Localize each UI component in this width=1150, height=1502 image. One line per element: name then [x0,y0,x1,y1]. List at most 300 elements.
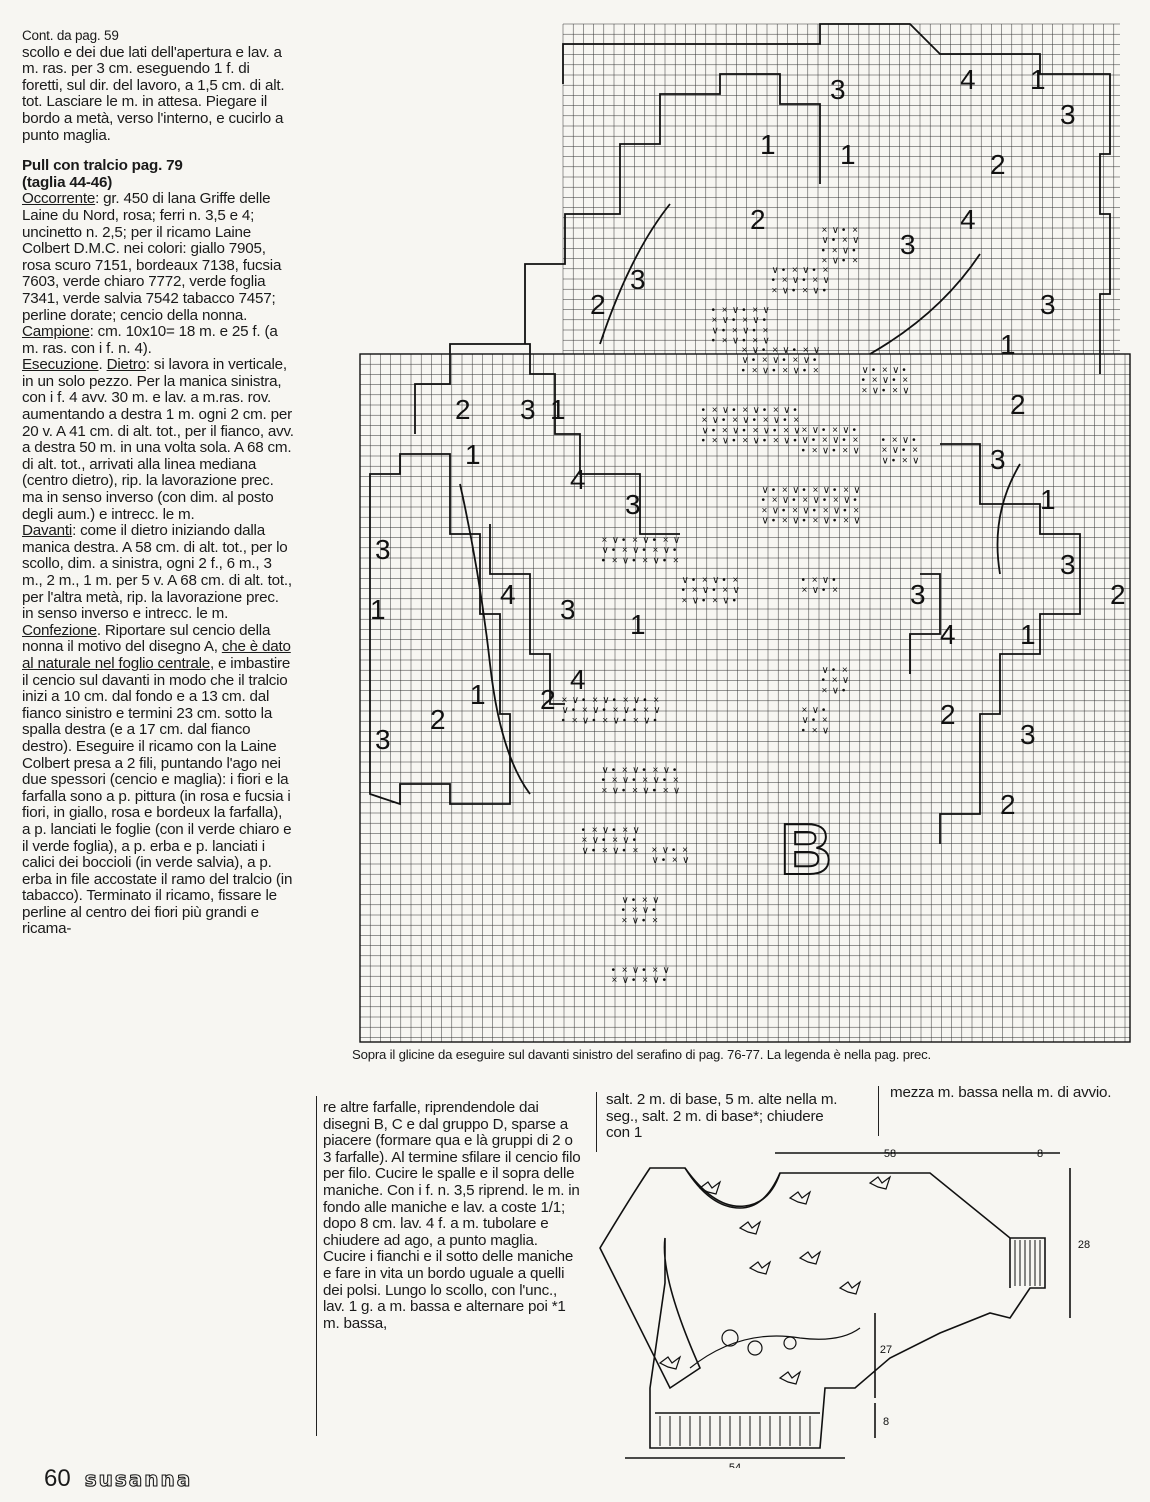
stitch-symbol: ∨ [652,775,660,787]
stitch-symbol: • [751,355,756,367]
stitch-symbol: ∨ [652,895,660,906]
stitch-symbol: • [721,415,726,427]
stitch-symbol: • [901,445,906,457]
stitch-symbol: × [901,455,908,467]
stitch-symbol: × [772,345,778,356]
motif-outline-stem [460,484,530,794]
page-footer [44,1466,192,1492]
stitch-symbol: • [821,705,826,716]
stitch-symbol: × [751,365,758,377]
stitch-symbol: ∨ [783,435,791,447]
stitch-symbol: • [601,555,606,567]
stitch-symbol: ∨ [801,435,809,447]
stitch-symbol: • [652,905,656,917]
stitch-symbol: ∨ [901,435,910,446]
flower-motif-1 [722,1330,738,1346]
stitch-symbol: • [811,435,816,447]
stitch-symbol: × [783,425,789,437]
stitch-symbol: ∨ [662,965,670,976]
stitch-symbol: • [642,545,646,557]
zone-label: 2 [590,289,606,320]
stitch-symbol: • [672,545,677,557]
stitch-symbol: • [561,715,566,727]
stitch-symbol: • [772,365,776,377]
stitch-symbol: ∨ [643,715,651,727]
stitch-symbol: × [861,385,868,397]
stitch-symbol: • [711,305,716,316]
stitch-symbol: • [652,785,657,797]
stitch-symbol: • [643,695,647,706]
zone-label: 4 [500,579,516,610]
stitch-symbol: • [821,585,826,597]
zone-label: 2 [455,394,471,425]
stitch-symbol: × [792,505,798,517]
stitch-symbol: ∨ [612,845,620,857]
stitch-symbol: ∨ [811,425,820,436]
stitch-symbol: • [641,915,646,927]
stitch-symbol: × [821,435,828,447]
stitch-symbol: × [781,515,788,527]
dim-bottom-label: 54 [728,1462,742,1468]
stitch-symbol: × [792,355,799,367]
stitch-symbol: • [591,845,596,857]
stitch-symbol: • [821,675,826,687]
stitch-symbol: ∨ [711,325,719,337]
stitch-symbol: × [652,915,658,927]
cuff-ribbing-lines [1015,1240,1040,1286]
stitch-symbol: × [712,595,718,607]
stitch-symbol: • [632,555,636,567]
stitch-symbol: • [812,355,817,367]
stitch-symbol: ∨ [752,435,760,447]
stitch-symbol: ∨ [781,495,790,507]
zone-label: 3 [375,724,391,755]
stitch-symbol: × [852,435,859,447]
stitch-symbol: × [762,325,769,337]
zone-label: 1 [470,679,486,710]
stitch-symbol: • [732,595,737,607]
stitch-symbol: ∨ [831,225,840,236]
stitch-symbol: ∨ [691,595,700,607]
sweater-body-outline [600,1168,1045,1448]
stitch-symbol: × [841,235,848,247]
stitch-symbol: • [902,365,906,376]
stitch-symbol: ∨ [821,445,830,457]
stitch-symbol: • [831,235,836,247]
stitch-symbol: ∨ [591,835,600,847]
stitch-symbol: ∨ [592,705,600,717]
stitch-symbol: ∨ [821,235,829,247]
stitch-symbol: • [621,785,626,797]
stitch-symbol: • [752,325,756,337]
stitch-symbol: ∨ [831,255,840,267]
stitch-symbol: ∨ [731,305,740,316]
stitch-symbol: ∨ [632,545,640,557]
chart-letter: B [780,810,832,890]
stitch-symbol: • [742,335,746,347]
stitch-symbol: • [722,575,726,586]
stitch-symbol: • [801,725,806,737]
confezione-underlined: che è dato al naturale nel foglio centrale [22,638,291,672]
stitch-symbol: • [712,585,716,597]
stitch-symbol: × [771,285,778,297]
continued-note: Cont. da pag. 59 [22,28,119,43]
zone-label: 1 [840,139,856,170]
stitch-symbol: ∨ [622,705,631,717]
dim-body-label: 27 [879,1344,893,1356]
stitch-symbol: ∨ [571,695,580,706]
stitch-symbol: • [871,365,876,376]
stitch-symbol: • [843,505,847,517]
stitch-symbol: × [821,685,828,697]
stitch-symbol: ∨ [772,415,781,427]
stitch-symbol: × [612,835,618,847]
stitch-symbol: ∨ [853,485,861,496]
stitch-symbol: • [832,485,837,496]
stitch-symbol: ∨ [802,355,811,367]
stitch-symbol: ∨ [682,855,690,867]
stitch-symbol: • [731,315,736,327]
stitch-symbol: × [642,555,649,567]
butterfly-motif-5 [750,1262,770,1274]
campione-label: Campione [22,323,90,341]
stitch-symbol: ∨ [721,405,730,416]
stitch-symbol: • [611,545,616,557]
esecuzione-label: Esecuzione [22,356,99,374]
stitch-symbol: • [701,405,706,416]
dietro-label: Dietro [106,356,146,374]
stitch-symbol: ∨ [672,535,681,546]
stitch-symbol: • [662,775,667,787]
column-divider-1 [316,1096,317,1436]
stitch-symbol: × [843,515,849,527]
zone-label: 4 [960,204,976,235]
stitch-symbol: × [592,695,598,706]
stitch-symbol: ∨ [751,345,760,356]
davanti-paragraph [22,523,294,623]
stitch-symbol: ∨ [792,485,800,496]
stitch-symbol: × [643,705,649,717]
zone-label: 2 [1000,789,1016,820]
stitch-symbol: ∨ [642,785,650,797]
campione-text: : cm. 10x10= 18 m. e 25 f. (a m. ras. con i f. n. 4). [22,323,278,357]
stitch-symbol: × [691,585,698,597]
stitch-symbol: ∨ [793,425,801,437]
stitch-symbol: × [821,715,828,727]
stitch-symbol: × [802,285,808,297]
stitch-symbol: • [732,405,736,416]
stitch-symbol: ∨ [832,435,840,447]
stitch-symbol: ∨ [791,275,800,287]
stitch-symbol: • [812,265,816,276]
zone-label: 3 [1060,99,1076,130]
stitch-symbol: × [701,415,708,427]
stitch-symbol: ∨ [732,425,740,437]
zone-label: 4 [960,64,976,95]
stitch-symbol: ∨ [792,365,800,377]
stitch-symbol: • [802,275,806,287]
vine-motif [690,1328,860,1368]
stitch-symbol: × [721,335,728,347]
stitch-symbol: • [841,225,846,236]
zone-label: 2 [750,204,766,235]
stitch-symbol: • [601,775,606,787]
stitch-symbol: • [892,375,896,387]
stitch-symbol: • [691,575,696,586]
stitch-symbol: × [742,405,749,416]
zone-label: 3 [1020,719,1036,750]
stitch-symbol: × [781,485,788,496]
stitch-symbol: ∨ [822,485,831,496]
stitch-symbol: ∨ [742,325,750,337]
stitch-symbol: × [811,725,818,737]
stitch-symbol: × [793,415,800,427]
stitch-symbol: ∨ [761,515,769,527]
stitch-symbol: ∨ [621,895,629,906]
davanti-label: Davanti [22,522,73,540]
stitch-symbol: • [912,435,916,446]
stitch-symbol: • [792,495,796,507]
stitch-symbol: ∨ [641,905,650,917]
stitch-symbol: × [732,575,739,586]
stitch-symbol: ∨ [852,235,860,247]
stitch-symbol: • [672,765,677,776]
stitch-symbol: ∨ [761,485,769,496]
stitch-symbol: • [662,555,667,567]
stitch-symbol: ∨ [853,515,861,527]
stitch-symbol: × [632,845,639,857]
stitch-symbol: • [771,275,776,287]
butterfly-motif-3 [790,1192,810,1204]
stitch-symbol: • [762,405,767,416]
stitch-symbol: • [642,765,646,776]
stitch-symbol: × [791,265,798,276]
stitch-symbol: • [793,405,797,416]
stitch-symbol: × [752,305,759,316]
motif-outline-far-left [370,454,510,804]
zone-label: 4 [940,619,956,650]
stitch-symbol: × [611,555,618,567]
stitch-symbol: × [801,425,808,436]
stitch-symbol: × [651,845,658,856]
stitch-symbol: ∨ [782,345,790,356]
middle-column: re altre farfalle, riprendendole dai disegni B, C e dal gruppo D, sparse a piacere (formare qua e là gruppi di 2 o 3 farfalle). Al termine sfilare il cencio filo per filo. Cucire le spalle e il sopra delle maniche. Con i f. n. 3,5 riprend. le m. in fondo alle maniche e lav. a coste 1/1; dopo 8 cm. lav. 4 f. a m. tubolare e chiudere ad ago, a punto maglia. Cucire i fianchi e il sotto delle maniche e fare in vita un bordo uguale a quelli dei polsi. Lungo lo scollo, con l'unc., lav. 1 g. a m. bassa e alternare poi *1 m. bassa, [323,1099,581,1332]
stitch-symbol: ∨ [821,665,829,676]
stitch-symbol: • [602,705,606,717]
stitch-symbol: • [681,585,686,597]
stitch-symbol: ∨ [721,435,730,447]
zone-label: 3 [900,229,916,260]
stitch-symbol: ∨ [811,705,820,716]
stitch-symbol: × [852,225,858,236]
stitch-symbol: • [832,445,836,457]
stitch-symbol: × [822,265,829,276]
stitch-symbol: • [852,245,856,257]
stitch-symbol: • [581,825,586,836]
stitch-symbol: ∨ [652,555,660,567]
stitch-symbol: × [832,425,838,436]
stitch-symbol: × [641,895,648,906]
stitch-symbol: × [772,435,779,447]
stitch-symbol: • [781,265,786,276]
stitch-symbol: ∨ [721,315,730,327]
motif-outline-stem-3 [998,464,1021,574]
stitch-symbol: ∨ [821,725,830,737]
stitch-symbol: ∨ [662,545,671,557]
stitch-symbol: ∨ [701,585,710,597]
stitch-symbol: × [612,705,619,717]
stitch-symbol: × [842,445,849,457]
stitch-symbol: • [653,715,657,727]
stitch-symbol: × [632,715,639,727]
intro-paragraph: scollo e dei due lati dell'apertura e lav. a m. ras. per 3 cm. eseguendo 1 f. di foretti, sul dir. del lavoro, a 1,5 cm. di alt. tot. Lasciare le m. in attesa. Piegare il bordo a metà, verso l'interno, e cucirlo a punto maglia. [22,43,285,144]
zone-label: 3 [1060,549,1076,580]
stitch-symbol: • [631,895,636,906]
stitch-symbol: × [662,535,669,546]
stitch-symbol: ∨ [632,695,641,706]
butterfly-motif-7 [840,1282,860,1294]
stitch-symbol: × [621,965,628,976]
stitch-symbol: • [861,375,866,387]
stitch-symbol: • [782,355,786,367]
flower-motif-2 [748,1341,762,1355]
zone-label: 4 [570,664,586,695]
stitch-symbol: • [891,455,896,467]
stitch-symbol: • [811,715,816,727]
stitch-symbol: • [802,365,807,377]
stitch-symbol: • [802,485,806,496]
right-column-2: mezza m. bassa nella m. di avvio. [890,1084,1112,1101]
butterfly-motif-2 [740,1222,760,1234]
left-column [22,28,294,938]
stitch-symbol: ∨ [752,315,760,327]
stitch-symbol: • [881,435,886,446]
stitch-symbol: • [631,975,636,987]
stitch-symbol: × [841,665,848,676]
stitch-symbol: × [781,275,788,287]
stitch-symbol: ∨ [731,335,740,347]
stitch-symbol: × [681,595,688,607]
stitch-symbol: × [812,365,819,377]
stitch-symbol: × [652,765,659,776]
stitch-symbol: ∨ [601,825,610,836]
dietro-text: : si lavora in verticale, in un solo pezzo. Per la manica sinistra, con i f. 4 avv. 30 m. e lav. a m.ras. rov. aumentando a destra 1 m. ogni 2 cm. per 20 v. A 41 cm. di alt. tot., per il fianco, avv. a destra 50 m. in una volta sola. A 68 cm. di alt. tot., arrivati alla linea mediana (centro dietro), rip. la lavorazione prec. ma in senso inverso (con dim. al posto degli aum.) e intrecc. le m. [22,356,294,523]
stitch-symbol: • [611,765,616,776]
stitch-symbol: • [652,535,657,546]
confezione-paragraph [22,623,294,938]
stitch-symbol: • [711,335,716,347]
butterfly-motif-9 [780,1372,800,1384]
stitch-symbol: × [701,575,708,586]
stitch-symbol: × [891,435,898,446]
zone-label: 1 [1020,619,1036,650]
stitch-symbol: × [682,845,688,856]
stitch-symbol: ∨ [652,975,660,987]
stitch-symbol: × [752,335,759,347]
stitch-symbol: • [832,575,836,586]
stitch-symbol: • [821,245,826,257]
stitch-symbol: × [632,535,638,546]
stitch-symbol: ∨ [581,845,589,857]
stitch-symbol: × [711,405,718,416]
stitch-symbol: × [721,425,728,437]
stitch-symbol: ∨ [881,375,890,387]
stitch-symbol: × [852,255,858,267]
stitch-symbol: × [772,405,779,416]
zone-label: 1 [370,594,386,625]
stitch-symbol: • [853,495,857,507]
stitch-symbol: × [853,505,860,517]
stitch-symbol: • [742,305,746,316]
stitch-symbol: × [811,445,818,457]
dim-cuff-label: 8 [1036,1148,1044,1160]
stitch-symbol: ∨ [842,425,850,436]
motif-outline-right [940,444,1080,844]
chart-caption: Sopra il glicine da eseguire sul davanti sinistro del serafino di pag. 76-77. La legenda è nella pag. prec. [352,1047,932,1062]
stitch-symbol: × [611,975,618,987]
stitch-symbol: ∨ [822,515,831,527]
stitch-symbol: • [801,575,806,586]
stitch-symbol: • [801,445,806,457]
confezione-text-1: . Riportare sul cencio della nonna il motivo del disegno A, [22,621,271,656]
stitch-symbol: ∨ [732,585,740,597]
stitch-symbol: × [721,305,728,316]
stitch-symbol: ∨ [632,765,640,776]
stitch-symbol: × [581,705,588,717]
stitch-symbol: × [631,905,638,917]
stitch-symbol: • [701,595,706,607]
confezione-label: Confezione [22,621,97,639]
stitch-symbol: ∨ [812,495,820,507]
stitch-symbol: ∨ [601,765,609,776]
stitch-symbol: × [671,855,678,867]
stitch-symbol: • [841,685,846,697]
stitch-symbol: × [622,825,629,836]
stitch-symbol: • [632,835,637,847]
stitch-symbol: × [801,705,808,716]
zone-label: 3 [625,489,641,520]
stitch-symbol: × [782,365,789,377]
stitch-symbol: ∨ [891,445,900,457]
stitch-symbol: × [731,325,738,337]
stitch-symbol: ∨ [742,415,750,427]
pattern-title: Pull con tralcio pag. 79 [22,157,183,175]
stitch-symbol: × [742,435,749,447]
stitch-symbol: ∨ [772,355,780,367]
stitch-symbol: × [832,585,838,597]
stitch-symbol: × [881,365,888,376]
zone-label: 3 [520,394,536,425]
stitch-symbol: × [761,355,768,367]
stitch-symbol: × [821,255,828,267]
stitch-symbol: × [802,345,809,356]
stitch-symbol: • [842,435,846,447]
stitch-symbol: × [662,785,669,797]
stitch-symbol: • [621,535,626,546]
stitch-symbol: × [902,375,909,387]
stitch-symbol: • [611,965,616,976]
dim-sleeve-label: 28 [1077,1239,1091,1251]
stitch-symbol: × [741,345,748,356]
flower-motif-3 [784,1337,796,1349]
stitch-symbol: × [601,785,608,797]
stitch-symbol: • [671,845,676,856]
stitch-symbol: × [653,695,660,706]
stitch-symbol: × [622,695,629,706]
stitch-symbol: ∨ [832,505,841,517]
stitch-symbol: • [732,435,736,447]
stitch-symbol: × [621,545,628,557]
